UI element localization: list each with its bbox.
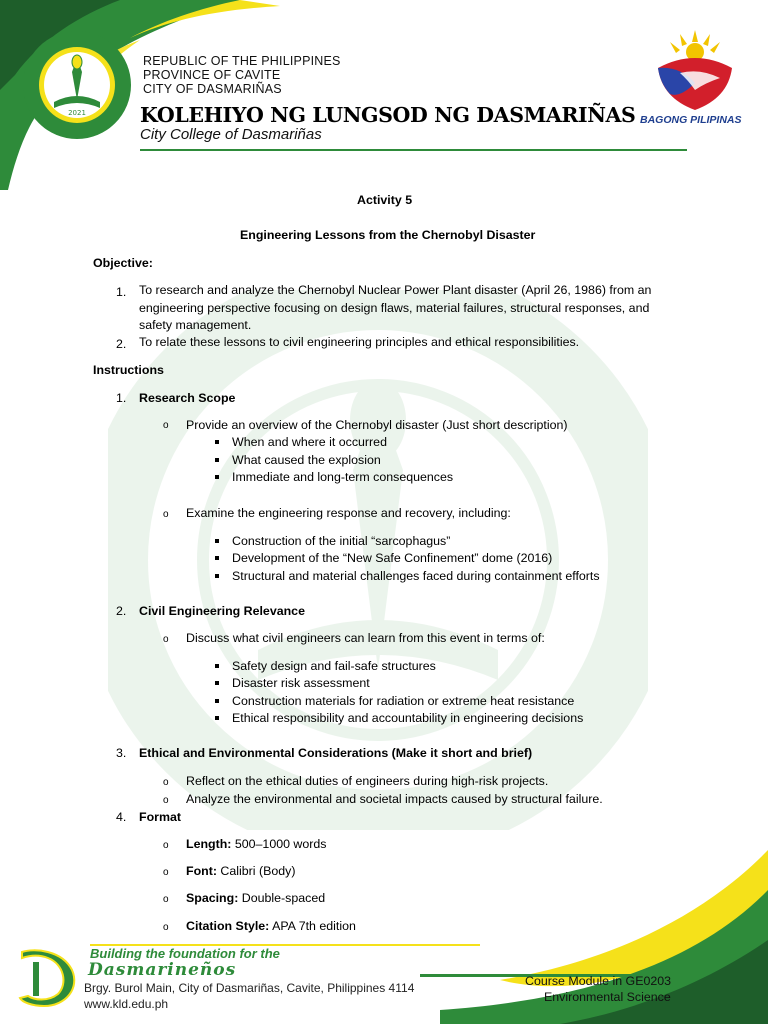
square-bullet	[215, 664, 219, 668]
course-module-line-1: Course Module in GE0203	[525, 974, 672, 988]
format-citation-value: APA 7th edition	[269, 919, 356, 933]
footer-tagline: Building the foundation for the	[90, 946, 280, 961]
section-1-b-sub-1: Construction of the initial “sarcophagus”	[232, 534, 451, 548]
square-bullet	[215, 475, 219, 479]
section-1-item-b: Examine the engineering response and recovery, including:	[186, 506, 511, 520]
section-2-number: 2.	[116, 604, 127, 618]
section-1-title: Research Scope	[139, 391, 236, 405]
square-bullet	[215, 699, 219, 703]
circle-bullet: o	[163, 922, 169, 933]
section-1-b-sub-2: Development of the “New Safe Confinement” dome (2016)	[232, 551, 553, 565]
section-2-title: Civil Engineering Relevance	[139, 604, 305, 618]
section-3-item-1: Reflect on the ethical duties of engineers during high-risk projects.	[186, 774, 549, 788]
objective-number-2: 2.	[116, 337, 127, 351]
circle-bullet: o	[163, 634, 169, 645]
footer-address: Brgy. Burol Main, City of Dasmariñas, Cavite, Philippines 4114	[84, 981, 415, 995]
college-name: KOLEHIYO NG LUNGSOD NG DASMARIÑAS	[140, 103, 636, 127]
circle-bullet: o	[163, 777, 169, 788]
square-bullet	[215, 716, 219, 720]
square-bullet	[215, 458, 219, 462]
header-divider	[140, 149, 687, 151]
objective-1-line-1: To research and analyze the Chernobyl Nuclear Power Plant disaster (April 26, 1986) from an	[139, 283, 652, 297]
header-republic: REPUBLIC OF THE PHILIPPINES	[143, 54, 341, 68]
format-length	[186, 836, 327, 853]
section-2-sub-3: Construction materials for radiation or extreme heat resistance	[232, 694, 575, 708]
footer-script-name: Dasmarineños	[88, 960, 237, 980]
circle-bullet: o	[163, 509, 169, 520]
section-1-item-a: Provide an overview of the Chernobyl disaster (Just short description)	[186, 418, 568, 432]
college-english-name: City College of Dasmariñas	[140, 126, 322, 143]
course-module-line-2: Environmental Science	[544, 990, 671, 1004]
header-city: CITY OF DASMARIÑAS	[143, 82, 282, 96]
section-1-a-sub-1: When and where it occurred	[232, 435, 387, 449]
section-2-sub-2: Disaster risk assessment	[232, 676, 370, 690]
footer-website: www.kld.edu.ph	[84, 997, 169, 1011]
section-2-sub-1: Safety design and fail-safe structures	[232, 659, 436, 673]
format-citation-label: Citation Style:	[186, 919, 270, 933]
objective-heading: Objective:	[93, 256, 153, 270]
format-font	[186, 863, 295, 880]
format-font-label: Font:	[186, 864, 217, 878]
objective-1-line-2: engineering perspective focusing on design flaws, material failures, structural responses, and	[139, 301, 650, 315]
bagong-pilipinas-text: BAGONG PILIPINAS	[640, 114, 742, 126]
format-spacing-value: Double-spaced	[238, 891, 326, 905]
objective-number-1: 1.	[116, 285, 127, 299]
circle-bullet: o	[163, 867, 169, 878]
header-province: PROVINCE OF CAVITE	[143, 68, 281, 82]
section-4-title: Format	[139, 810, 181, 824]
square-bullet	[215, 440, 219, 444]
document-title: Engineering Lessons from the Chernobyl Disaster	[240, 228, 536, 242]
objective-2-line-1: To relate these lessons to civil engineering principles and ethical responsibilities.	[139, 335, 580, 349]
section-3-number: 3.	[116, 746, 127, 760]
square-bullet	[215, 681, 219, 685]
section-3-item-2: Analyze the environmental and societal impacts caused by structural failure.	[186, 792, 603, 806]
section-1-a-sub-3: Immediate and long-term consequences	[232, 470, 454, 484]
section-2-item-a: Discuss what civil engineers can learn from this event in terms of:	[186, 631, 545, 645]
format-citation	[186, 918, 356, 935]
section-3-title: Ethical and Environmental Considerations (Make it short and brief)	[139, 746, 533, 760]
college-seal-logo	[22, 30, 132, 140]
circle-bullet: o	[163, 840, 169, 851]
square-bullet	[215, 556, 219, 560]
square-bullet	[215, 574, 219, 578]
dasmarinenos-d-logo	[14, 944, 84, 1014]
section-2-sub-4: Ethical responsibility and accountability in engineering decisions	[232, 711, 584, 725]
activity-label: Activity 5	[357, 193, 413, 207]
circle-bullet: o	[163, 894, 169, 905]
section-4-number: 4.	[116, 810, 127, 824]
section-1-a-sub-2: What caused the explosion	[232, 453, 381, 467]
square-bullet	[215, 539, 219, 543]
circle-bullet: o	[163, 795, 169, 806]
format-font-value: Calibri (Body)	[216, 864, 296, 878]
svg-text:2021: 2021	[68, 109, 86, 117]
objective-1-line-3: safety management.	[139, 318, 252, 332]
format-spacing	[186, 890, 325, 907]
section-1-b-sub-3: Structural and material challenges faced during containment efforts	[232, 569, 600, 583]
format-length-label: Length:	[186, 837, 232, 851]
section-1-number: 1.	[116, 391, 127, 405]
circle-bullet: o	[163, 420, 169, 431]
format-length-value: 500–1000 words	[231, 837, 327, 851]
bagong-pilipinas-logo	[650, 28, 740, 113]
instructions-heading: Instructions	[93, 363, 164, 377]
format-spacing-label: Spacing:	[186, 891, 239, 905]
